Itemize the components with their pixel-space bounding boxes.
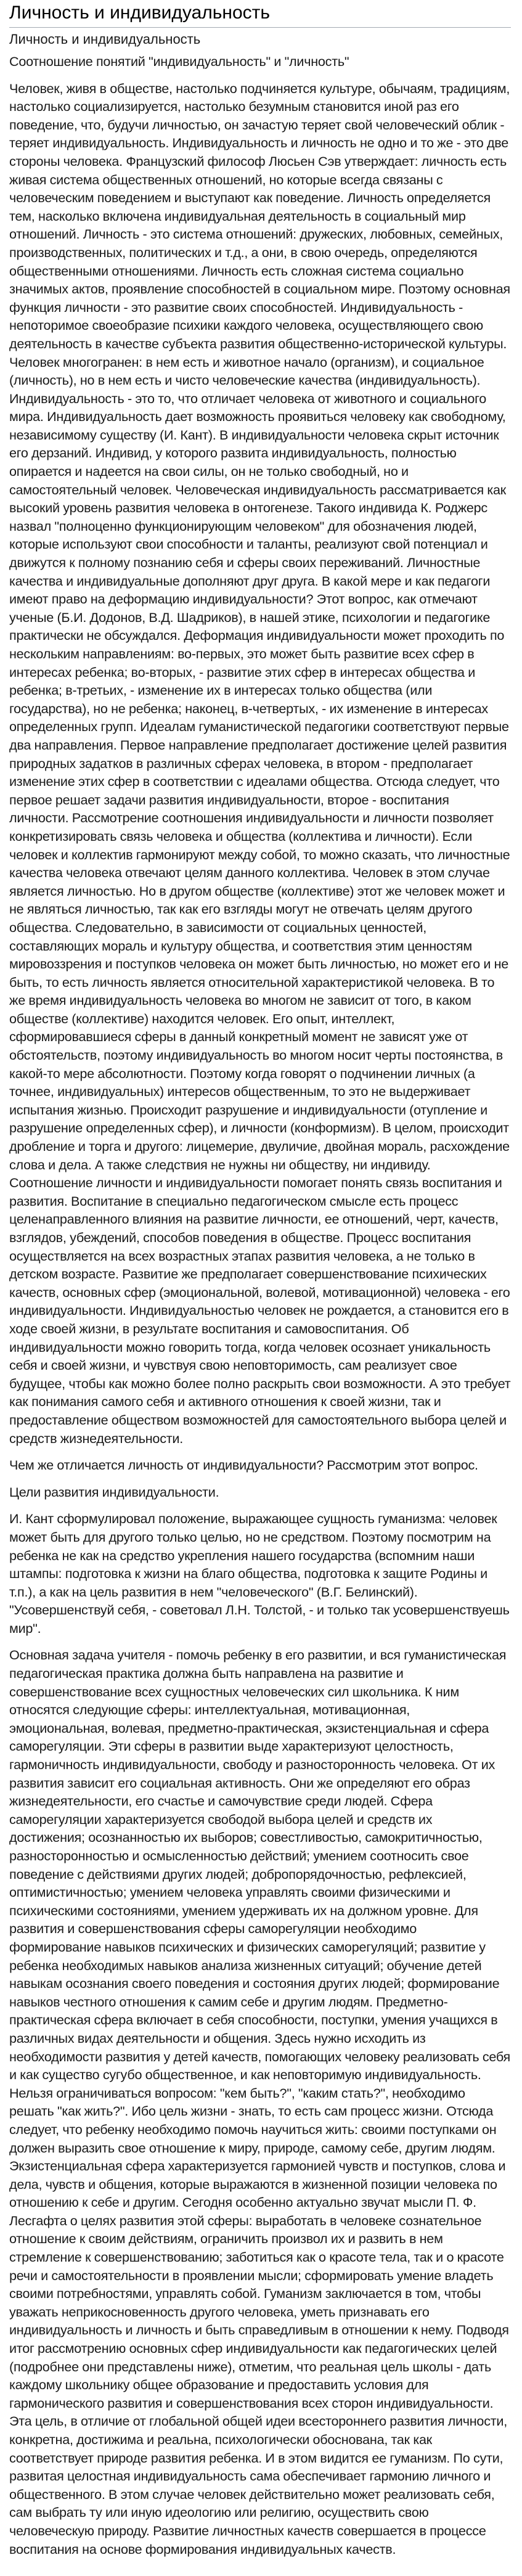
paragraph-teacher-task: Основная задача учителя - помочь ребенку в его развитии, и вся гуманистическая педагогическая практика должна быть направлена на развитие и совершенствование всех сущностных человеческих сил школьника. К ним относятся следующие сферы: интеллектуальная, мотивационная, эмоциональная, волевая, предметно-практическая, экзистенциальная и сфера саморегуляции. Эти сферы в развитии выде характеризуют целостность, гармоничность индивидуальности, свободу и разносторонность человека. От их развития зависит его социальная активность. Они же определяют его образ жизнедеятельности, его счастье и самочувствие среди людей. Сфера саморегуляции характеризуется свободой выбора целей и средств их достижения; осознанностью их выборов; совестливостью, самокритичностью, разносторонностью и осмысленностью действий; умением соотносить свое поведение с действиями других людей; добропорядочностью, рефлексией, оптимистичностью; умением человека управлять своими физическими и психическими состояниями, умением удерживать их на должном уровне. Для развития и совершенствования сферы саморегуляции необходимо формирование навыков психических и физических саморегуляций; развитие у ребенка необходимых навыков анализа жизненных ситуаций; обучение детей навыкам осознания своего поведения и состояния других людей; формирование навыков честного отношения к самим себе и другим людям. Предметно-практическая сфера включает в себя способности, поступки, умения учащихся в различных видах деятельности и общения. Здесь нужно исходить из необходимости развития у детей качеств, помогающих человеку реализовать себя и как существо сугубо общественное, и как неповторимую индивидуальность. Нельзя ограничиваться вопросом: "кем быть?", "каким стать?", необходимо решать "как жить?". Ибо цель жизни - знать, то есть сам процесс жизни. Отсюда следует, что ребенку необходимо помочь научиться жить: своими поступками он должен выразить свое отношение к миру, природе, самому себе, другим людям. Экзистенциальная сфера характеризуется гармонией чувств и поступков, слова и дела, чувств и общения, которые выражаются в жизненной позиции человека по отношению к себе и другим. Сегодня особенно актуально звучат мысли П. Ф. Лесгафта о целях развития этой сферы: выработать в человеке сознательное отношение к своим действиям, ограничить произвол их и развить в нем стремление к совершенствованию; заботиться как о красоте тела, так и о красоте речи и самостоятельности в проявлении мысли; сформировать умение владеть своими потребностями, управлять собой. Гуманизм заключается в том, чтобы уважать неприкосновенность другого человека, уметь признавать его индивидуальность и личность и быть справедливым в отношении к нему. Подводя итог рассмотрению основных сфер индивидуальности как педагогических целей (подробнее они представлены ниже), отметим, что реальная цель школы - дать каждому школьнику общее образование и предоставить условия для гармонического развития и совершенствования всех сторон индивидуальности. Эта цель, в отличие от глобальной общей идеи всестороннего развития личности, конкретна, достижима и реальна, психологически обоснована, так как соответствует природе развития ребенка. И в этом видится ее гуманизм. По сути, развитая целостная индивидуальность сама обеспечивает гармонию личного и общественного. В этом случае человек действительно может реализовать себя, сам выбрать ту или иную идеологию или религию, осуществить свою человеческую природу. Развитие личностных качеств совершается в процессе воспитания на основе формирования индивидуальных качеств. (9, 1647, 511, 2557)
article-body (9, 52, 511, 2558)
page-subtitle: Личность и индивидуальность (9, 31, 201, 47)
paragraph-relation-of-concepts: Соотношение понятий "индивидуальность" и "личность" (9, 54, 349, 69)
section-heading-goals: Цели развития индивидуальности. (9, 1484, 219, 1500)
paragraph-personality-and-individuality: Человек, живя в обществе, настолько подчиняется культуре, обычаям, традициям, настолько социализируется, настолько безумным становится иной раз его поведение, что, будучи личностью, он зачастую теряет свой человеческий облик - теряет индивидуальность. Индивидуальность и личность не одно и то же - это две стороны человека. Французский философ Люсьен Сэв утверждает: личность есть живая система общественных отношений, но которые всегда связаны с человеческим поведением и выступают как поведение. Личность определяется тем, насколько включена индивидуальная деятельность в социальный мир отношений. Личность - это система отношений: дружеских, любовных, семейных, производственных, политических и т.д., а они, в свою очередь, определяются общественными отношениями. Личность есть сложная система социально значимых актов, проявление способностей в социальном мире. Поэтому основная функция личности - это развитие своих способностей. Индивидуальность - непоторимое своеобразие психики каждого человека, осуществляющего свою деятельность в качестве субъекта развития общественно-исторической культуры. Человек многогранен: в нем есть и животное начало (организм), и социальное (личность), но в нем есть и чисто человеческие качества (индивидуальность). Индивидуальность - это то, что отличает человека от животного и социального мира. Индивидуальность дает возможность проявиться человеку как свободному, независимому существу (И. Кант). В индивидуальности человека скрыт источник его дерзаний. Индивид, у которого развита индивидуальность, полностью опирается и надеется на свои силы, он не только свободный, но и самостоятельный человек. Человеческая индивидуальность рассматривается как высокий уровень развития человека в онтогенезе. Такого индивида К. Роджерс назвал "полноценно функционирующим человеком" для обозначения людей, которые используют свои способности и таланты, реализуют свой потенциал и движутся к полному познанию себя и сферы своих переживаний. Личностные качества и индивидуальные дополняют друг друга. В какой мере и как педагоги имеют право на деформацию индивидуальности? Этот вопрос, как отмечают ученые (Б.И. Додонов, В.Д. Шадриков), в нашей этике, психологии и педагогике практически не обсуждался. Деформация индивидуальности может проходить по нескольким направлениям: во-первых, это может быть развитие всех сфер в интересах ребенка; во-вторых, - развитие этих сфер в интересах общества и ребенка; в-третьих, - изменение их в интересах только общества (или государства), но не ребенка; наконец, в-четвертых, - их изменение в интересах определенных групп. Идеалам гуманистической педагогики соответствуют первые два направления. Первое направление предполагает достижение целей развития природных задатков в различных сферах человека, в втором - предполагает изменение этих сфер в соответствии с идеалами общества. Отсюда следует, что первое решает задачи развития индивидуальности, второе - воспитания личности. Рассмотрение соотношения индивидуальности и личности позволяет конкретизировать связь человека и общества (коллектива и личности). Если человек и коллектив гармонируют между собой, то можно сказать, что личностные качества человека отвечают целям данного коллектива. Человек в этом случае является личностью. Но в другом обществе (коллективе) этот же человек может и не являться личностью, так как его взгляды могут не отвечать целям другого общества. Следовательно, в зависимости от социальных ценностей, составляющих мораль и культуру общества, и соответствия этим ценностям мировоззрения и поступков человека он может быть личностью, но может его и не быть, то есть личность является относительной характеристикой человека. В то же время индивидуальность человека во многом не зависит от того, в каком обществе (коллективе) находится человек. Его опыт, интеллект, сформировавшиеся сферы в данный конкретный момент не зависят уже от обстоятельств, поэтому индивидуальность во многом носит черты постоянства, в какой-то мере абсолютности. Поэтому когда говорят о подчинении личных (а точнее, индивидуальных) интересов общественным, то это не выдерживает испытания жизнью. Происходит разрушение и индивидуальности (отупление и разрушение определенных сфер), и личности (конформизм). В целом, происходит дробление и торга и другого: лицемерие, двуличие, двойная мораль, расхождение слова и дела. А также следствия не нужны ни обществу, ни индивиду. Соотношение личности и индивидуальности помогает понять связь воспитания и развития. Воспитание в специально педагогическом смысле есть процесс целенаправленного влияния на развитие личности, ее отношений, черт, качеств, взглядов, убеждений, способов поведения в обществе. Процесс воспитания осуществляется на всех возрастных этапах развития человека, а не только в детском возрасте. Развитие же предполагает совершенствование психических качеств, основных сфер (эмоциональной, волевой, мотивационной) человека - его индивидуальности. Индивидуальностью человек не рождается, а становится его в ходе своей жизни, в результате воспитания и самовоспитания. Об индивидуальности можно говорить тогда, когда человек осознает уникальность себя и своей жизни, и чувствуя свою неповторимость, сам реализует свое будущее, чтобы как можно более полно раскрыть свои возможности. А это требует как понимания самого себя и активного отношения к своей жизни, так и предоставление обществом возможностей для самостоятельного выбора целей и средств жизнедеятельности. (9, 80, 511, 1446)
page-title: Личность и индивидуальность (9, 0, 511, 28)
paragraph-question: Чем же отличается личность от индивидуальности? Рассмотрим этот вопрос. (9, 1457, 478, 1473)
paragraph-kant-humanism: И. Кант сформулировал положение, выражающее сущность гуманизма: человек может быть для другого только целью, но не средством. Поэтому посмотрим на ребенка не как на средство укрепления нашего государства (вспомним наши штампы: подготовка к жизни на благо общества, подготовка к защите Родины и т.п.), а как на цель развития в нем "человеческого" (В.Г. Белинский). "Усовершенствуй себя, - советовал Л.Н. Толстой, - и только так усовершенствуешь мир". (9, 1511, 510, 1636)
